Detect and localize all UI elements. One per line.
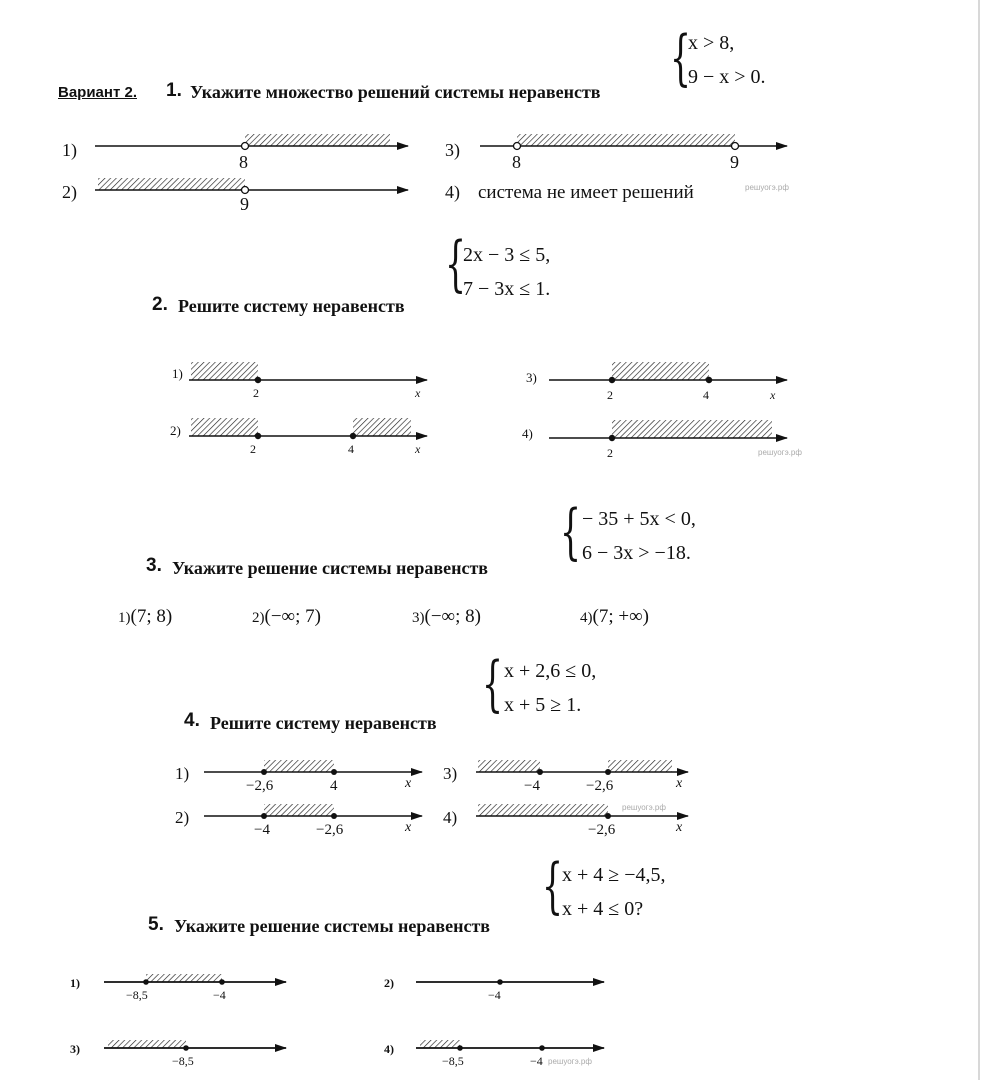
q2-opt2-axis: x: [415, 442, 421, 456]
q3-opt4: 4)(7; +∞): [580, 606, 649, 627]
q3-opt3: 3)(−∞; 8): [412, 606, 481, 627]
q1-opt1-numberline: [90, 128, 420, 174]
q2-opt2-label: 2): [170, 423, 181, 438]
q4-opt3-tick-2: −2,6: [586, 778, 614, 794]
q4-text: Решите систему неравенств: [210, 713, 437, 733]
q1-opt3-label: 3): [445, 140, 460, 160]
q4-system-line-2: x + 5 ≥ 1.: [504, 694, 582, 716]
q1-system-line-1: x > 8,: [688, 32, 735, 54]
watermark: решуогэ.рф: [758, 448, 802, 457]
q1-system-line-2: 9 − x > 0.: [688, 66, 766, 88]
q4-opt3-label: 3): [443, 764, 458, 783]
q3-system-line-2: 6 − 3x > −18.: [582, 542, 691, 564]
q1-opt3-tick-2: 9: [730, 152, 739, 172]
q4-opt1-axis: x: [405, 776, 412, 791]
q3-number: 3.: [146, 555, 162, 576]
q2-system-line-2: 7 − 3x ≤ 1.: [463, 278, 551, 300]
q5-text: Укажите решение системы неравенств: [174, 916, 491, 936]
q2-opt4-label: 4): [522, 426, 533, 441]
q2-opt2-tick-2: 4: [348, 442, 354, 456]
q4-opt4-label: 4): [443, 808, 458, 827]
page-edge: [978, 0, 980, 1080]
q1-opt2-numberline: [90, 170, 420, 216]
q5-opt3-tick: −8,5: [172, 1054, 194, 1068]
watermark: решуогэ.рф: [745, 183, 789, 192]
q5-opt1-tick-2: −4: [213, 988, 226, 1002]
q4-opt1-numberline: [200, 756, 430, 786]
q3-opt1: 1)(7; 8): [118, 606, 173, 627]
q2-opt3-label: 3): [526, 370, 537, 385]
q5-opt4-tick-1: −8,5: [442, 1054, 464, 1068]
q5-opt2-label: 2): [384, 976, 394, 990]
q1-opt3-tick-1: 8: [512, 152, 521, 172]
q5-opt4-tick-2: −4: [530, 1054, 543, 1068]
q4-opt2-tick-2: −2,6: [316, 822, 344, 838]
q2-opt2-tick-1: 2: [250, 442, 256, 456]
variant-title: Вариант 2.: [58, 84, 137, 101]
q2-opt1-label: 1): [172, 366, 183, 381]
q2-opt3-tick-2: 4: [703, 388, 709, 402]
q3-system-line-1: − 35 + 5x < 0,: [582, 508, 696, 530]
q3-opt2: 2)(−∞; 7): [252, 606, 321, 627]
q1-opt4-text: система не имеет решений: [478, 182, 694, 203]
q4-opt2-tick-1: −4: [254, 822, 270, 838]
q4-opt3-numberline: [472, 756, 697, 786]
watermark: решуогэ.рф: [548, 1057, 592, 1066]
q2-opt3-numberline: [545, 358, 795, 398]
q4-opt3-axis: x: [676, 776, 683, 791]
q4-number: 4.: [184, 710, 200, 731]
q5-opt1-label: 1): [70, 976, 80, 990]
q2-opt1-tick: 2: [253, 386, 259, 400]
q5-system-line-1: x + 4 ≥ −4,5,: [562, 864, 666, 886]
q5-opt1-tick-1: −8,5: [126, 988, 148, 1002]
q4-opt1-label: 1): [175, 764, 190, 783]
q2-opt3-axis: x: [770, 388, 776, 402]
q1-opt3-numberline: [475, 128, 795, 174]
q5-opt2-numberline: [412, 970, 612, 996]
q1-number: 1.: [166, 80, 182, 101]
q1-opt4-label: 4): [445, 182, 460, 202]
q2-opt2-numberline: [185, 414, 435, 454]
q2-text: Решите систему неравенств: [178, 296, 405, 316]
q4-opt4-tick: −2,6: [588, 822, 616, 838]
q1-opt1-label: 1): [62, 140, 77, 160]
q4-opt4-axis: x: [676, 820, 683, 835]
q1-text: Укажите множество решений системы неравенств: [190, 82, 601, 102]
q5-opt2-tick: −4: [488, 988, 501, 1002]
q3-text: Укажите решение системы неравенств: [172, 558, 489, 578]
q1-opt2-label: 2): [62, 182, 77, 202]
q2-system-line-1: 2x − 3 ≤ 5,: [463, 244, 551, 266]
q5-number: 5.: [148, 914, 164, 935]
q4-opt2-axis: x: [405, 820, 412, 835]
q2-opt1-axis: x: [415, 386, 421, 400]
q4-opt1-tick-1: −2,6: [246, 778, 274, 794]
q1-opt2-tick: 9: [240, 194, 249, 214]
q5-system-line-2: x + 4 ≤ 0?: [562, 898, 644, 920]
q2-opt4-tick: 2: [607, 446, 613, 460]
q4-opt2-numberline: [200, 800, 430, 830]
q4-opt3-tick-1: −4: [524, 778, 540, 794]
q2-opt3-tick-1: 2: [607, 388, 613, 402]
q4-system-line-1: x + 2,6 ≤ 0,: [504, 660, 597, 682]
q4-opt1-tick-2: 4: [330, 778, 338, 794]
q5-opt3-label: 3): [70, 1042, 80, 1056]
q5-opt4-label: 4): [384, 1042, 394, 1056]
q2-number: 2.: [152, 294, 168, 315]
q2-opt1-numberline: [185, 358, 435, 398]
q1-opt1-tick: 8: [239, 152, 248, 172]
q5-opt3-numberline: [100, 1036, 295, 1062]
q4-opt2-label: 2): [175, 808, 190, 827]
watermark: решуогэ.рф: [622, 803, 666, 812]
